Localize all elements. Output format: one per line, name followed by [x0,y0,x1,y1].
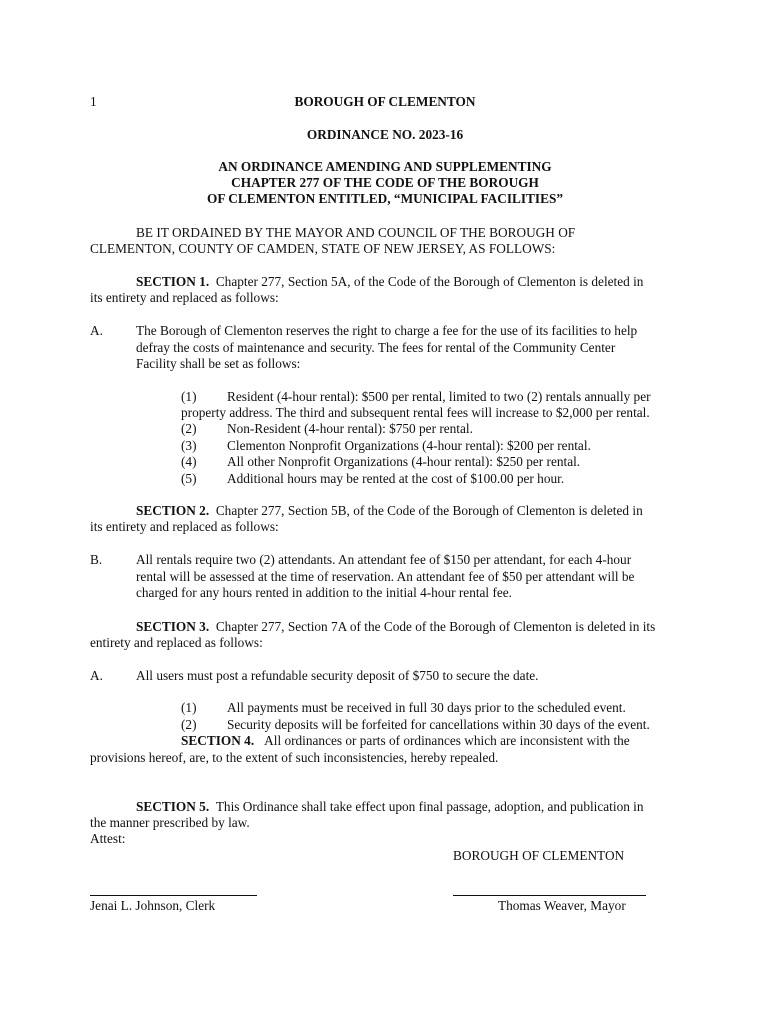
ordinance-number: ORDINANCE NO. 2023-16 [306,127,464,142]
section-1-para-label: A. [90,323,103,338]
deposit-item-1-text: All payments must be received in full 30 days prior to the scheduled event. [227,700,626,715]
fee-item-2-num: (2) [181,421,197,436]
fee-item-5-text: Additional hours may be rented at the cost of $100.00 per hour. [227,471,565,486]
borough-heading: BOROUGH OF CLEMENTON [294,94,476,109]
section-2-para-line-1: All rentals require two (2) attendants. An attendant fee of $150 per attendant, for each 4-hour [136,552,632,567]
section-5-line-2: the manner prescribed by law. [90,815,250,830]
ordinance-title-line-1: AN ORDINANCE AMENDING AND SUPPLEMENTING [218,159,552,174]
section-2-para-line-3: charged for any hours rented in addition to the initial 4-hour rental fee. [136,585,513,600]
section-2-text: Chapter 277, Section 5B, of the Code of the Borough of Clementon is deleted in [215,503,643,518]
section-2-line-2: its entirety and replaced as follows: [90,519,279,534]
signature-borough: BOROUGH OF CLEMENTON [453,848,625,863]
deposit-item-1-num: (1) [181,700,197,715]
section-3-line-1 [136,619,655,636]
section-2-para-label: B. [90,552,103,567]
section-3-text: Chapter 277, Section 7A of the Code of the Borough of Clementon is deleted in its [215,619,656,634]
section-5-text: This Ordinance shall take effect upon final passage, adoption, and publication in [215,799,644,814]
section-1-para-line-2: defray the costs of maintenance and security. The fees for rental of the Community Center [136,340,616,355]
clerk-signature-line [90,895,257,896]
deposit-item-2-text: Security deposits will be forfeited for cancellations within 30 days of the event. [227,717,650,732]
section-4-line-1 [181,733,630,750]
preamble-line-2: CLEMENTON, COUNTY OF CAMDEN, STATE OF NEW JERSEY, AS FOLLOWS: [90,241,556,256]
section-1-para-line-1: The Borough of Clementon reserves the right to charge a fee for the use of its facilities to help [136,323,638,338]
section-3-para-line: All users must post a refundable security deposit of $750 to secure the date. [136,668,539,683]
clerk-name: Jenai L. Johnson, Clerk [90,898,216,913]
section-1-line-1 [136,274,643,291]
section-2-line-1 [136,503,643,520]
section-1-para-line-3: Facility shall be set as follows: [136,356,301,371]
section-2-heading: SECTION 2. [136,503,210,518]
fee-item-2-text: Non-Resident (4-hour rental): $750 per rental. [227,421,473,436]
page-number: 1 [90,94,97,109]
attest-label: Attest: [90,831,126,846]
fee-item-1-num: (1) [181,389,197,404]
section-5-line-1 [136,799,644,816]
fee-item-1-continued: property address. The third and subsequent rental fees will increase to $2,000 per rental. [181,405,650,420]
fee-item-3-num: (3) [181,438,197,453]
fee-item-4-num: (4) [181,454,197,469]
mayor-name: Thomas Weaver, Mayor [498,898,626,913]
section-1-heading: SECTION 1. [136,274,210,289]
section-4-text: All ordinances or parts of ordinances which are inconsistent with the [264,733,630,748]
section-3-line-2: entirety and replaced as follows: [90,635,263,650]
deposit-item-2-num: (2) [181,717,197,732]
section-3-para-label: A. [90,668,103,683]
section-4-heading: SECTION 4. [181,733,255,748]
fee-item-1-text: Resident (4-hour rental): $500 per rental, limited to two (2) rentals annually per [227,389,651,404]
mayor-signature-line [453,895,646,896]
section-1-text: Chapter 277, Section 5A, of the Code of the Borough of Clementon is deleted in [215,274,644,289]
section-3-heading: SECTION 3. [136,619,210,634]
ordinance-title-line-2: CHAPTER 277 OF THE CODE OF THE BOROUGH [231,175,539,190]
section-1-line-2: its entirety and replaced as follows: [90,290,279,305]
section-4-line-2: provisions hereof, are, to the extent of such inconsistencies, hereby repealed. [90,750,499,765]
ordinance-title-line-3: OF CLEMENTON ENTITLED, “MUNICIPAL FACILITIES” [207,191,563,206]
fee-item-3-text: Clementon Nonprofit Organizations (4-hour rental): $200 per rental. [227,438,591,453]
fee-item-5-num: (5) [181,471,197,486]
fee-item-4-text: All other Nonprofit Organizations (4-hour rental): $250 per rental. [227,454,581,469]
section-2-para-line-2: rental will be assessed at the time of reservation. An attendant fee of $50 per attendant will be [136,569,635,584]
preamble-line-1: BE IT ORDAINED BY THE MAYOR AND COUNCIL OF THE BOROUGH OF [136,225,576,240]
section-5-heading: SECTION 5. [136,799,210,814]
